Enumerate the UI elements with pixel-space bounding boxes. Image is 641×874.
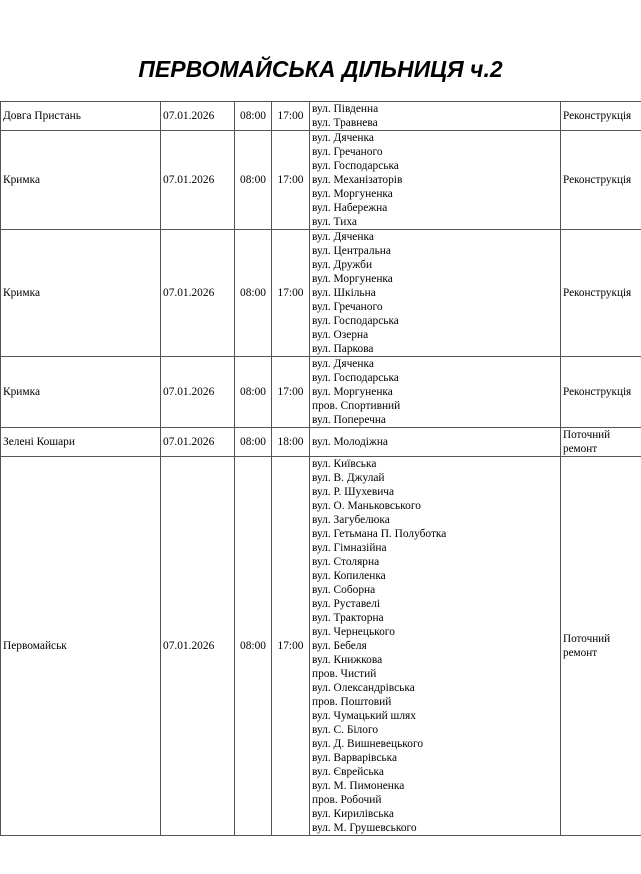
street-item: вул. Господарська bbox=[312, 372, 399, 384]
street-item: пров. Спортивний bbox=[312, 400, 401, 412]
street-item: вул. Дружби bbox=[312, 259, 373, 271]
street-item: пров. Робочий bbox=[312, 794, 382, 806]
street-item: вул. Механізаторів bbox=[312, 174, 403, 186]
street-item: вул. Соборна bbox=[312, 584, 376, 596]
work-type-label: Реконструкція bbox=[563, 386, 632, 398]
end-time-cell: 17:00 bbox=[272, 457, 310, 836]
work-type-cell bbox=[561, 428, 641, 457]
streets-cell bbox=[310, 230, 561, 357]
street-item: вул. С. Білого bbox=[312, 724, 379, 736]
street-item: вул. Р. Шухевича bbox=[312, 486, 395, 498]
work-type-cell bbox=[561, 102, 641, 131]
street-item: вул. Південна bbox=[312, 103, 379, 115]
start-time-cell: 08:00 bbox=[235, 102, 272, 131]
street-item: вул. О. Маньковського bbox=[312, 500, 421, 512]
street-item: вул. Паркова bbox=[312, 343, 374, 355]
street-item: вул. Руставелі bbox=[312, 598, 381, 610]
street-item: вул. Олександрівська bbox=[312, 682, 415, 694]
street-item: вул. Єврейська bbox=[312, 766, 384, 778]
table-row bbox=[1, 457, 641, 836]
streets-cell bbox=[310, 428, 561, 457]
work-type-cell bbox=[561, 131, 641, 230]
street-item: вул. Кирилівська bbox=[312, 808, 394, 820]
street-item: вул. Набережна bbox=[312, 202, 388, 214]
streets-cell bbox=[310, 357, 561, 428]
street-item: вул. Гречаного bbox=[312, 146, 383, 158]
work-type-cell bbox=[561, 457, 641, 836]
page-title: ПЕРВОМАЙСЬКА ДІЛЬНИЦЯ ч.2 bbox=[138, 56, 503, 82]
work-type-label: Поточний ремонт bbox=[563, 429, 611, 455]
street-item: вул. Дяченка bbox=[312, 132, 374, 144]
street-item: вул. Бебеля bbox=[312, 640, 367, 652]
street-item: вул. Чернецького bbox=[312, 626, 395, 638]
street-item: вул. Моргуненка bbox=[312, 386, 393, 398]
street-item: вул. Копиленка bbox=[312, 570, 386, 582]
street-item: вул. Тиха bbox=[312, 216, 357, 228]
street-item: вул. Загубелюка bbox=[312, 514, 390, 526]
street-item: вул. М. Пимоненка bbox=[312, 780, 405, 792]
street-item: вул. Поперечна bbox=[312, 414, 386, 426]
street-item: вул. Гречаного bbox=[312, 301, 383, 313]
start-time-cell: 08:00 bbox=[235, 357, 272, 428]
table-row bbox=[1, 102, 641, 131]
street-item: пров. Чистий bbox=[312, 668, 377, 680]
work-type-cell bbox=[561, 230, 641, 357]
street-item: вул. Травнева bbox=[312, 117, 378, 129]
work-type-label: Реконструкція bbox=[563, 174, 632, 186]
date-cell: 07.01.2026 bbox=[161, 230, 235, 357]
start-time-cell: 08:00 bbox=[235, 131, 272, 230]
end-time-cell: 17:00 bbox=[272, 131, 310, 230]
street-item: вул. Чумацький шлях bbox=[312, 710, 416, 722]
work-type-label: Поточний ремонт bbox=[563, 633, 611, 659]
street-item: вул. Господарська bbox=[312, 160, 399, 172]
street-item: пров. Поштовий bbox=[312, 696, 392, 708]
table-row bbox=[1, 230, 641, 357]
streets-cell bbox=[310, 457, 561, 836]
table-row bbox=[1, 428, 641, 457]
street-item: вул. Дяченка bbox=[312, 231, 374, 243]
work-type-label: Реконструкція bbox=[563, 287, 632, 299]
start-time-cell: 08:00 bbox=[235, 230, 272, 357]
street-item: вул. Гімназійна bbox=[312, 542, 387, 554]
street-item: вул. Центральна bbox=[312, 245, 391, 257]
start-time-cell: 08:00 bbox=[235, 457, 272, 836]
street-item: вул. Київська bbox=[312, 458, 377, 470]
location-cell: Кримка bbox=[1, 357, 161, 428]
street-item: вул. Шкільна bbox=[312, 287, 376, 299]
streets-cell bbox=[310, 131, 561, 230]
end-time-cell: 17:00 bbox=[272, 102, 310, 131]
street-item: вул. Варварівська bbox=[312, 752, 398, 764]
outage-schedule-table bbox=[0, 101, 641, 836]
street-item: вул. Моргуненка bbox=[312, 188, 393, 200]
date-cell: 07.01.2026 bbox=[161, 131, 235, 230]
location-cell: Кримка bbox=[1, 131, 161, 230]
end-time-cell: 17:00 bbox=[272, 230, 310, 357]
start-time-cell: 08:00 bbox=[235, 428, 272, 457]
date-cell: 07.01.2026 bbox=[161, 102, 235, 131]
end-time-cell: 18:00 bbox=[272, 428, 310, 457]
street-item: вул. Молодіжна bbox=[312, 436, 388, 448]
work-type-label: Реконструкція bbox=[563, 110, 632, 122]
end-time-cell: 17:00 bbox=[272, 357, 310, 428]
street-item: вул. Дяченка bbox=[312, 358, 374, 370]
street-item: вул. Тракторна bbox=[312, 612, 384, 624]
street-item: вул. Гетьмана П. Полуботка bbox=[312, 528, 447, 540]
street-item: вул. Моргуненка bbox=[312, 273, 393, 285]
location-cell: Первомайськ bbox=[1, 457, 161, 836]
street-item: вул. В. Джулай bbox=[312, 472, 385, 484]
date-cell: 07.01.2026 bbox=[161, 357, 235, 428]
streets-cell bbox=[310, 102, 561, 131]
table-row bbox=[1, 131, 641, 230]
street-item: вул. Книжкова bbox=[312, 654, 383, 666]
street-item: вул. Столярна bbox=[312, 556, 380, 568]
schedule-body bbox=[1, 102, 641, 836]
street-item: вул. Господарська bbox=[312, 315, 399, 327]
date-cell: 07.01.2026 bbox=[161, 428, 235, 457]
location-cell: Довга Пристань bbox=[1, 102, 161, 131]
date-cell: 07.01.2026 bbox=[161, 457, 235, 836]
location-cell: Зелені Кошари bbox=[1, 428, 161, 457]
street-item: вул. Д. Вишневецького bbox=[312, 738, 424, 750]
table-row bbox=[1, 357, 641, 428]
work-type-cell bbox=[561, 357, 641, 428]
street-item: вул. Озерна bbox=[312, 329, 369, 341]
street-item: вул. М. Грушевського bbox=[312, 822, 417, 834]
location-cell: Кримка bbox=[1, 230, 161, 357]
